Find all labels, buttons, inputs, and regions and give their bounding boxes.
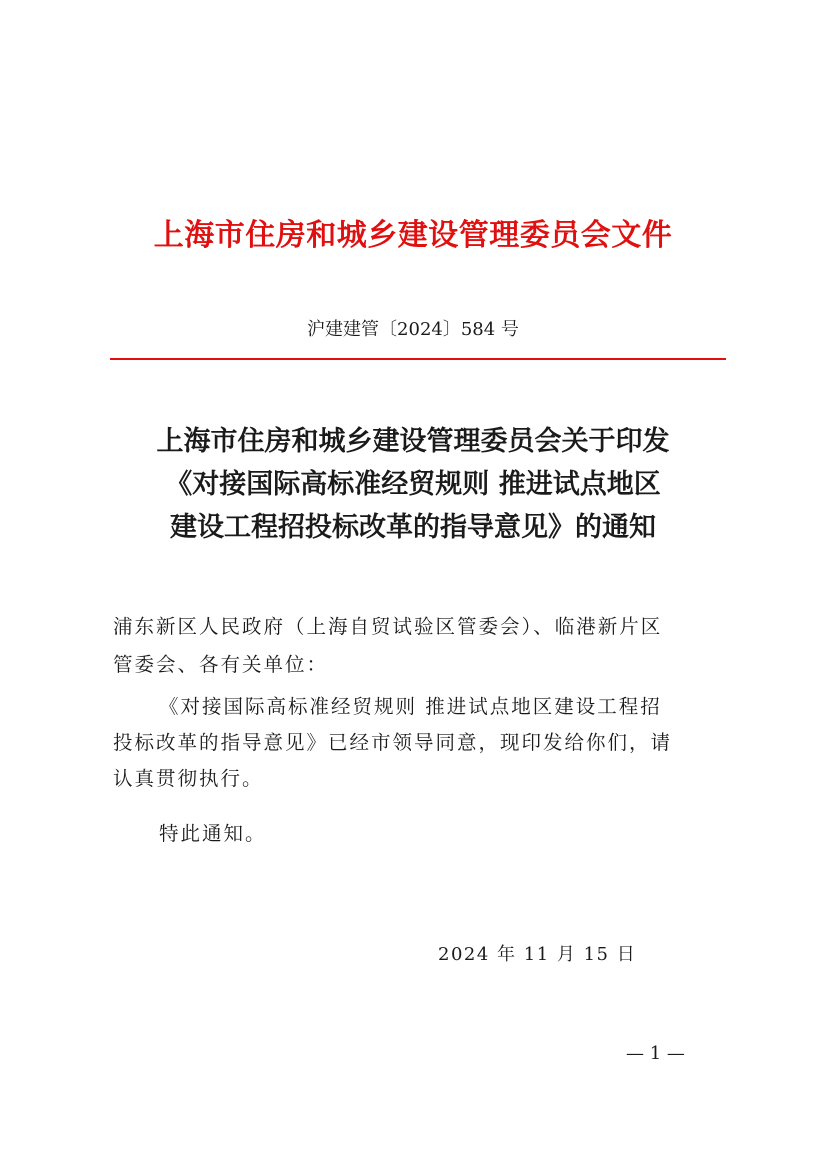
body-paragraph (113, 689, 723, 797)
title-line-1: 上海市住房和城乡建设管理委员会关于印发 (156, 426, 670, 457)
document-number: 沪建建管〔2024〕584 号 (307, 319, 519, 340)
title-line-2: 《对接国际高标准经贸规则 推进试点地区 (165, 469, 661, 500)
title-line-3: 建设工程招投标改革的指导意见》的通知 (170, 512, 656, 543)
issue-date: 2024 年 11 月 15 日 (438, 944, 637, 965)
red-divider-line (110, 358, 726, 360)
addressee-line-1: 浦东新区人民政府（上海自贸试验区管委会）、临港新片区 (113, 615, 663, 638)
body-line-1: 《对接国际高标准经贸规则 推进试点地区建设工程招 (159, 695, 662, 718)
page-number: — 1 — (626, 1043, 685, 1064)
document-title (100, 420, 726, 549)
closing-remark: 特此通知。 (159, 822, 267, 845)
addressee (113, 608, 723, 684)
body-line-3: 认真贯彻执行。 (113, 767, 264, 790)
body-line-2: 投标改革的指导意见》已经市领导同意，现印发给你们，请 (113, 731, 673, 754)
issuing-authority-header: 上海市住房和城乡建设管理委员会文件 (153, 218, 673, 253)
addressee-line-2: 管委会、各有关单位： (113, 653, 329, 676)
